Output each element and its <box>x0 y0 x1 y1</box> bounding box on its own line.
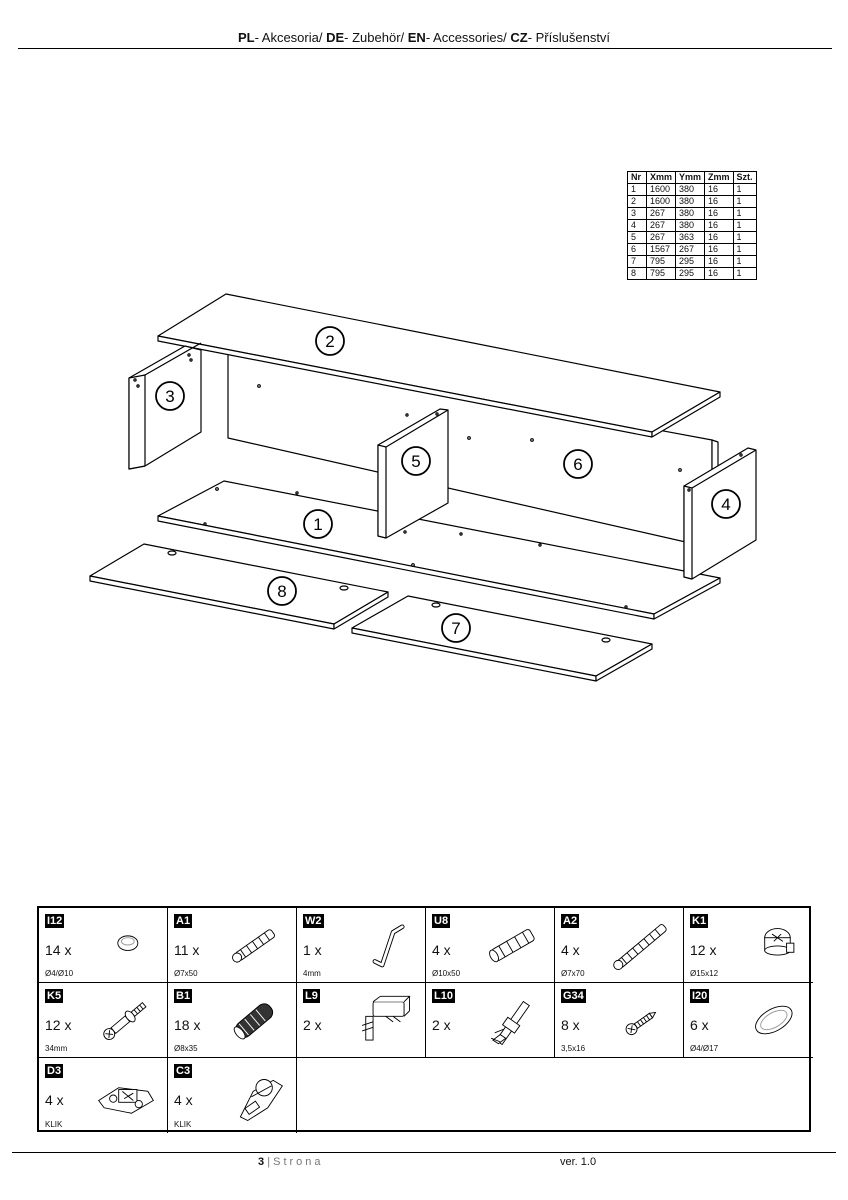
wood-screw-icon <box>607 989 677 1051</box>
accessory-l9 <box>297 983 426 1058</box>
accessory-quantity: 14 x <box>45 942 72 958</box>
accessory-u8 <box>426 908 555 983</box>
dimensions-cell: 16 <box>705 256 734 268</box>
dimensions-cell: 1 <box>733 196 756 208</box>
dimensions-cell: 16 <box>705 196 734 208</box>
header-code-de: DE <box>326 30 345 45</box>
accessory-dimension: Ø4/Ø17 <box>690 1044 719 1053</box>
callout-1-label: 1 <box>313 515 323 534</box>
dimensions-cell: 1567 <box>647 244 676 256</box>
callout-8-label: 8 <box>277 582 287 601</box>
accessory-dimension: KLIK <box>45 1120 63 1129</box>
allen-key-icon <box>349 914 419 976</box>
accessory-code: I12 <box>47 915 63 927</box>
accessory-quantity: 6 x <box>690 1017 709 1033</box>
cap-cover-icon <box>91 914 161 976</box>
callout-5-label: 5 <box>411 452 421 471</box>
wooden-dowel-icon <box>220 989 290 1051</box>
dimensions-cell: 1 <box>733 244 756 256</box>
accessory-k5 <box>39 983 168 1058</box>
dimensions-cell: 795 <box>647 256 676 268</box>
accessory-dimension: Ø8x35 <box>174 1044 198 1053</box>
accessory-quantity: 4 x <box>561 942 580 958</box>
accessory-dimension: KLIK <box>174 1120 192 1129</box>
cam-bolt-icon <box>91 989 161 1051</box>
version-label: ver. 1.0 <box>560 1156 597 1168</box>
header-code-en: EN <box>407 30 426 45</box>
accessory-quantity: 4 x <box>45 1092 64 1108</box>
dimensions-cell: 7 <box>628 256 647 268</box>
hinge-plate-icon <box>91 1064 161 1126</box>
dimensions-cell: 16 <box>705 232 734 244</box>
accessory-d3 <box>39 1058 168 1133</box>
dimensions-cell: 16 <box>705 208 734 220</box>
dimensions-cell: 16 <box>705 220 734 232</box>
accessory-k1 <box>684 908 813 983</box>
accessory-quantity: 18 x <box>174 1017 201 1033</box>
accessory-dimension: Ø4/Ø10 <box>45 969 74 978</box>
dimensions-cell: 267 <box>647 208 676 220</box>
dimensions-cell: 6 <box>628 244 647 256</box>
dimensions-cell: 1 <box>733 220 756 232</box>
dimensions-cell: 1 <box>733 268 756 280</box>
dimensions-cell: 1 <box>628 184 647 196</box>
dimensions-cell: 2 <box>628 196 647 208</box>
accessory-code: A1 <box>176 915 191 927</box>
accessory-quantity: 4 x <box>432 942 451 958</box>
callout-2 <box>316 327 344 355</box>
dimensions-cell: 267 <box>647 220 676 232</box>
callout-3-label: 3 <box>165 387 175 406</box>
dimensions-cell: 16 <box>705 244 734 256</box>
dimensions-cell: 16 <box>705 268 734 280</box>
large-cap-icon <box>737 989 807 1051</box>
dimensions-cell: 795 <box>647 268 676 280</box>
accessory-quantity: 2 x <box>432 1017 451 1033</box>
accessory-l10 <box>426 983 555 1058</box>
long-wall-plug-icon <box>607 914 677 976</box>
accessory-w2 <box>297 908 426 983</box>
dimensions-cell: 5 <box>628 232 647 244</box>
accessory-code: L9 <box>305 990 318 1002</box>
cam-lock-icon <box>737 914 807 976</box>
accessory-dimension: Ø7x50 <box>174 969 198 978</box>
callout-6 <box>564 450 592 478</box>
anchor-plug-icon <box>478 914 548 976</box>
header-code-cz: CZ <box>510 30 528 45</box>
dimensions-cell: 380 <box>676 220 705 232</box>
accessory-i20 <box>684 983 813 1058</box>
header-text-en: - Accessories/ <box>425 30 511 45</box>
header-text-pl: - Akcesoria/ <box>254 30 327 45</box>
callout-5 <box>402 447 430 475</box>
accessory-code: D3 <box>47 1065 62 1077</box>
dimensions-cell: 4 <box>628 220 647 232</box>
dimensions-cell: 267 <box>647 232 676 244</box>
footer-divider <box>12 1152 836 1153</box>
accessory-code: W2 <box>305 915 322 927</box>
col-nr: Nr <box>628 172 647 184</box>
accessory-quantity: 11 x <box>174 942 200 958</box>
push-latch-icon <box>349 989 419 1051</box>
dimensions-cell: 267 <box>676 244 705 256</box>
accessory-dimension: Ø10x50 <box>432 969 461 978</box>
page-number: 3 <box>258 1156 265 1168</box>
dimensions-cell: 3 <box>628 208 647 220</box>
callout-3 <box>156 382 184 410</box>
accessory-dimension: 3,5x16 <box>561 1044 586 1053</box>
callout-4-label: 4 <box>721 495 731 514</box>
accessory-dimension: 4mm <box>303 969 321 978</box>
dimensions-cell: 16 <box>705 184 734 196</box>
accessory-code: G34 <box>563 990 584 1002</box>
accessory-g34 <box>555 983 684 1058</box>
col-ymm: Ymm <box>676 172 705 184</box>
page-indicator <box>258 1156 324 1168</box>
dimensions-cell: 295 <box>676 256 705 268</box>
page-label: Strona <box>273 1156 324 1168</box>
dimensions-cell: 8 <box>628 268 647 280</box>
accessory-code: A2 <box>563 915 578 927</box>
accessory-a1 <box>168 908 297 983</box>
dimensions-cell: 1 <box>733 208 756 220</box>
page-separator: | <box>267 1156 271 1168</box>
header-text-de: - Zubehör/ <box>344 30 408 45</box>
accessory-quantity: 1 x <box>303 942 322 958</box>
accessory-quantity: 12 x <box>45 1017 72 1033</box>
col-zmm: Zmm <box>705 172 734 184</box>
accessory-code: U8 <box>434 915 449 927</box>
header-code-pl: PL <box>237 30 255 45</box>
accessory-quantity: 4 x <box>174 1092 193 1108</box>
col-szt: Szt. <box>733 172 756 184</box>
accessory-quantity: 8 x <box>561 1017 580 1033</box>
header-text-cz: - Příslušenství <box>527 30 611 45</box>
col-xmm: Xmm <box>647 172 676 184</box>
accessory-dimension: 34mm <box>45 1044 68 1053</box>
callout-4 <box>712 490 740 518</box>
wall-plug-icon <box>220 914 290 976</box>
accessory-dimension: Ø7x70 <box>561 969 585 978</box>
dimensions-cell: 380 <box>676 196 705 208</box>
dimensions-cell: 363 <box>676 232 705 244</box>
dimensions-cell: 295 <box>676 268 705 280</box>
accessory-quantity: 12 x <box>690 942 717 958</box>
accessory-code: C3 <box>176 1065 191 1077</box>
callout-7-label: 7 <box>451 619 461 638</box>
dimensions-cell: 380 <box>676 184 705 196</box>
callout-1 <box>304 510 332 538</box>
accessory-code: L10 <box>434 990 453 1002</box>
dimensions-cell: 1 <box>733 184 756 196</box>
accessory-code: K5 <box>47 990 62 1002</box>
callout-8 <box>268 577 296 605</box>
dimensions-cell: 1600 <box>647 184 676 196</box>
hinge-icon <box>220 1064 290 1126</box>
accessory-code: I20 <box>692 990 708 1002</box>
dimensions-cell: 1 <box>733 232 756 244</box>
accessory-c3 <box>168 1058 297 1133</box>
accessory-a2 <box>555 908 684 983</box>
dimensions-cell: 380 <box>676 208 705 220</box>
dimensions-cell: 1600 <box>647 196 676 208</box>
accessory-dimension: Ø15x12 <box>690 969 719 978</box>
accessory-i12 <box>39 908 168 983</box>
hanging-bracket-icon <box>478 989 548 1051</box>
callout-7 <box>442 614 470 642</box>
accessory-code: K1 <box>692 915 707 927</box>
accessory-code: B1 <box>176 990 191 1002</box>
dimensions-cell: 1 <box>733 256 756 268</box>
callout-6-label: 6 <box>573 455 583 474</box>
accessory-b1 <box>168 983 297 1058</box>
callout-2-label: 2 <box>325 332 335 351</box>
accessories-grid <box>37 906 811 1132</box>
accessory-quantity: 2 x <box>303 1017 322 1033</box>
